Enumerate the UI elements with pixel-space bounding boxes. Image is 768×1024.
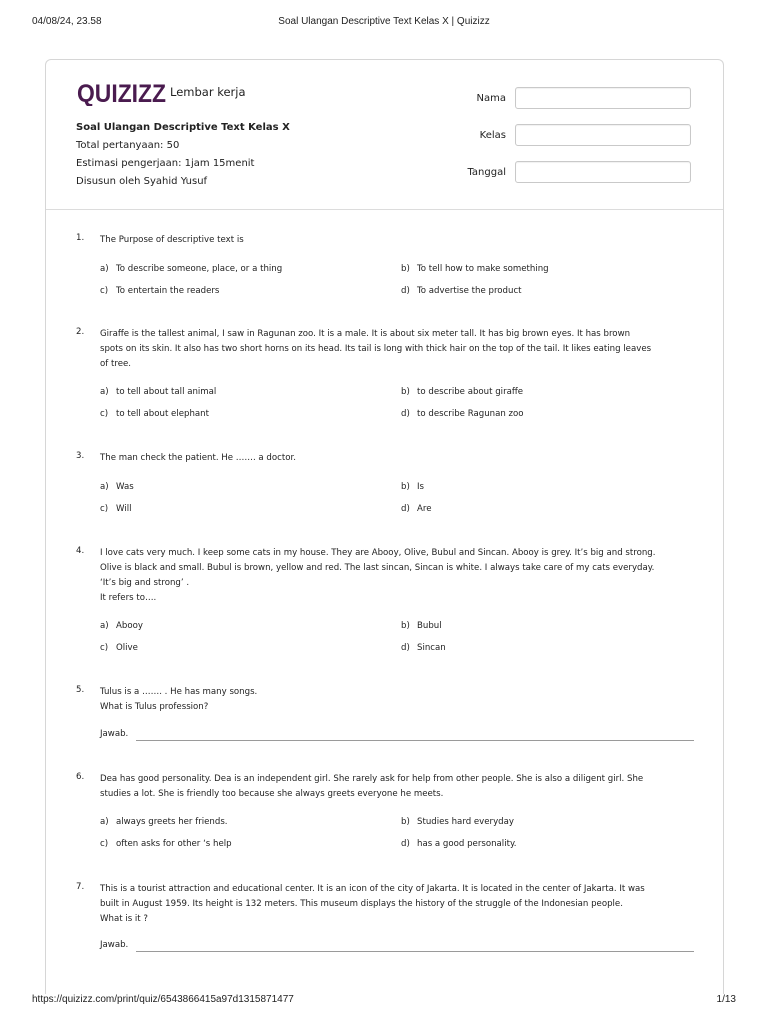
option-letter: c) [100, 286, 109, 296]
option-letter: b) [401, 621, 410, 631]
worksheet [45, 59, 724, 994]
option-text: to describe Ragunan zoo [417, 409, 524, 419]
question-text: I love cats very much. I keep some cats in my house. They are Abooy, Olive, Bubul and Sincan. Abooy is grey. It’s big and strong. Olive is black and small. Bubul is brown, yellow and red. The last sincan, Sincan is white. I always take care of my cats everyday. ‘It’s big and strong’ . It refers to…. [100, 548, 656, 603]
quizizz-logo [77, 80, 167, 106]
option-d[interactable] [401, 838, 517, 850]
option-letter: d) [401, 504, 410, 514]
option-b[interactable] [401, 386, 523, 398]
question-number: 2. [76, 327, 85, 337]
option-letter: a) [100, 264, 109, 274]
question-text: Dea has good personality. Dea is an independent girl. She rarely ask for help from other people. She is also a diligent girl. She studies a lot. She is friendly too because she always greets everyone he meets. [100, 774, 644, 799]
option-b[interactable] [401, 263, 549, 275]
quiz-meta [76, 119, 290, 191]
option-letter: d) [401, 839, 410, 849]
field-row-nama [455, 87, 691, 109]
option-letter: a) [100, 387, 109, 397]
option-text: Will [116, 504, 132, 514]
question-number: 6. [76, 772, 85, 782]
option-text: Bubul [417, 621, 442, 631]
answer-underline [136, 951, 694, 952]
quiz-title: Soal Ulangan Descriptive Text Kelas X [76, 122, 290, 133]
option-text: To tell how to make something [417, 264, 549, 274]
option-text: has a good personality. [417, 839, 517, 849]
option-letter: d) [401, 643, 410, 653]
option-a[interactable] [100, 481, 134, 493]
worksheet-header [46, 60, 723, 210]
question-number: 1. [76, 233, 85, 243]
option-c[interactable] [100, 642, 138, 654]
quiz-author: Disusun oleh Syahid Yusuf [76, 176, 208, 187]
question-text: The man check the patient. He ……. a doctor. [100, 453, 296, 463]
answer-line[interactable] [100, 940, 694, 954]
answer-line[interactable] [100, 729, 694, 743]
print-page-title: Soal Ulangan Descriptive Text Kelas X | Quizizz [278, 16, 490, 27]
option-text: to tell about tall animal [116, 387, 217, 397]
quizizz-logo-mark [77, 80, 167, 106]
field-label-nama: Nama [476, 92, 506, 104]
question-text: The Purpose of descriptive text is [100, 235, 244, 245]
option-c[interactable] [100, 838, 232, 850]
option-d[interactable] [401, 408, 524, 420]
kelas-field[interactable] [515, 124, 691, 146]
option-d[interactable] [401, 642, 446, 654]
option-text: Are [417, 504, 432, 514]
option-text: to describe about giraffe [417, 387, 524, 397]
option-text: Is [417, 482, 425, 492]
field-label-tanggal: Tanggal [467, 166, 506, 178]
question-text: This is a tourist attraction and educational center. It is an icon of the city of Jakarta. It is located in the center of Jakarta. It was built in August 1959. Its height is 132 meters. This museum displays the history of the struggle of the Indonesian people. What is it ? [100, 884, 645, 924]
option-letter: d) [401, 409, 410, 419]
option-letter: b) [401, 264, 410, 274]
option-text: often asks for other ‘s help [116, 839, 232, 849]
option-text: To entertain the readers [116, 286, 220, 296]
option-a[interactable] [100, 386, 216, 398]
option-c[interactable] [100, 408, 209, 420]
option-text: Olive [116, 643, 138, 653]
question-text: Tulus is a ……. . He has many songs. What is Tulus profession? [100, 687, 258, 712]
option-d[interactable] [401, 503, 432, 515]
option-d[interactable] [401, 285, 522, 297]
question-number: 4. [76, 546, 85, 556]
answer-label: Jawab. [100, 940, 129, 950]
option-letter: a) [100, 817, 109, 827]
question-number: 7. [76, 882, 85, 892]
print-datetime: 04/08/24, 23.58 [32, 16, 102, 27]
option-text: Was [116, 482, 134, 492]
option-b[interactable] [401, 816, 514, 828]
answer-label: Jawab. [100, 729, 129, 739]
tanggal-field[interactable] [515, 161, 691, 183]
option-text: to tell about elephant [116, 409, 209, 419]
option-c[interactable] [100, 285, 219, 297]
option-text: Abooy [116, 621, 143, 631]
option-b[interactable] [401, 481, 424, 493]
quiz-total-questions: Total pertanyaan: 50 [76, 140, 180, 151]
print-header [32, 16, 736, 30]
svg-text:QUIZIZZ: QUIZIZZ [77, 80, 166, 106]
print-footer [32, 994, 736, 1008]
option-letter: a) [100, 482, 109, 492]
option-a[interactable] [100, 816, 228, 828]
print-url: https://quizizz.com/print/quiz/6543866415a97d1315871477 [32, 994, 294, 1005]
option-letter: c) [100, 643, 109, 653]
option-c[interactable] [100, 503, 131, 515]
answer-underline [136, 740, 694, 741]
field-label-kelas: Kelas [479, 129, 506, 141]
option-text: Studies hard everyday [417, 817, 514, 827]
field-row-kelas [455, 124, 691, 146]
print-page-number: 1/13 [716, 994, 736, 1005]
option-letter: c) [100, 504, 109, 514]
option-letter: b) [401, 387, 410, 397]
nama-field[interactable] [515, 87, 691, 109]
field-row-tanggal [455, 161, 691, 183]
option-letter: d) [401, 286, 410, 296]
option-a[interactable] [100, 620, 143, 632]
option-text: Sincan [417, 643, 446, 653]
option-letter: b) [401, 482, 410, 492]
question-number: 5. [76, 685, 85, 695]
option-text: always greets her friends. [116, 817, 228, 827]
option-letter: a) [100, 621, 109, 631]
option-letter: b) [401, 817, 410, 827]
option-letter: c) [100, 839, 109, 849]
option-text: To advertise the product [417, 286, 522, 296]
option-letter: c) [100, 409, 109, 419]
question-number: 3. [76, 451, 85, 461]
option-a[interactable] [100, 263, 282, 275]
worksheet-subtitle: Lembar kerja [170, 85, 246, 99]
option-b[interactable] [401, 620, 442, 632]
question-text: Giraffe is the tallest animal, I saw in Ragunan zoo. It is a male. It is about six meter tall. It has big brown eyes. It has brown spots on its skin. It also has two short horns on its head. Its tail is long with thick hair on the top of the tail. It likes eating leaves of tree. [100, 329, 652, 369]
option-text: To describe someone, place, or a thing [116, 264, 283, 274]
quiz-estimated-time: Estimasi pengerjaan: 1jam 15menit [76, 158, 255, 169]
